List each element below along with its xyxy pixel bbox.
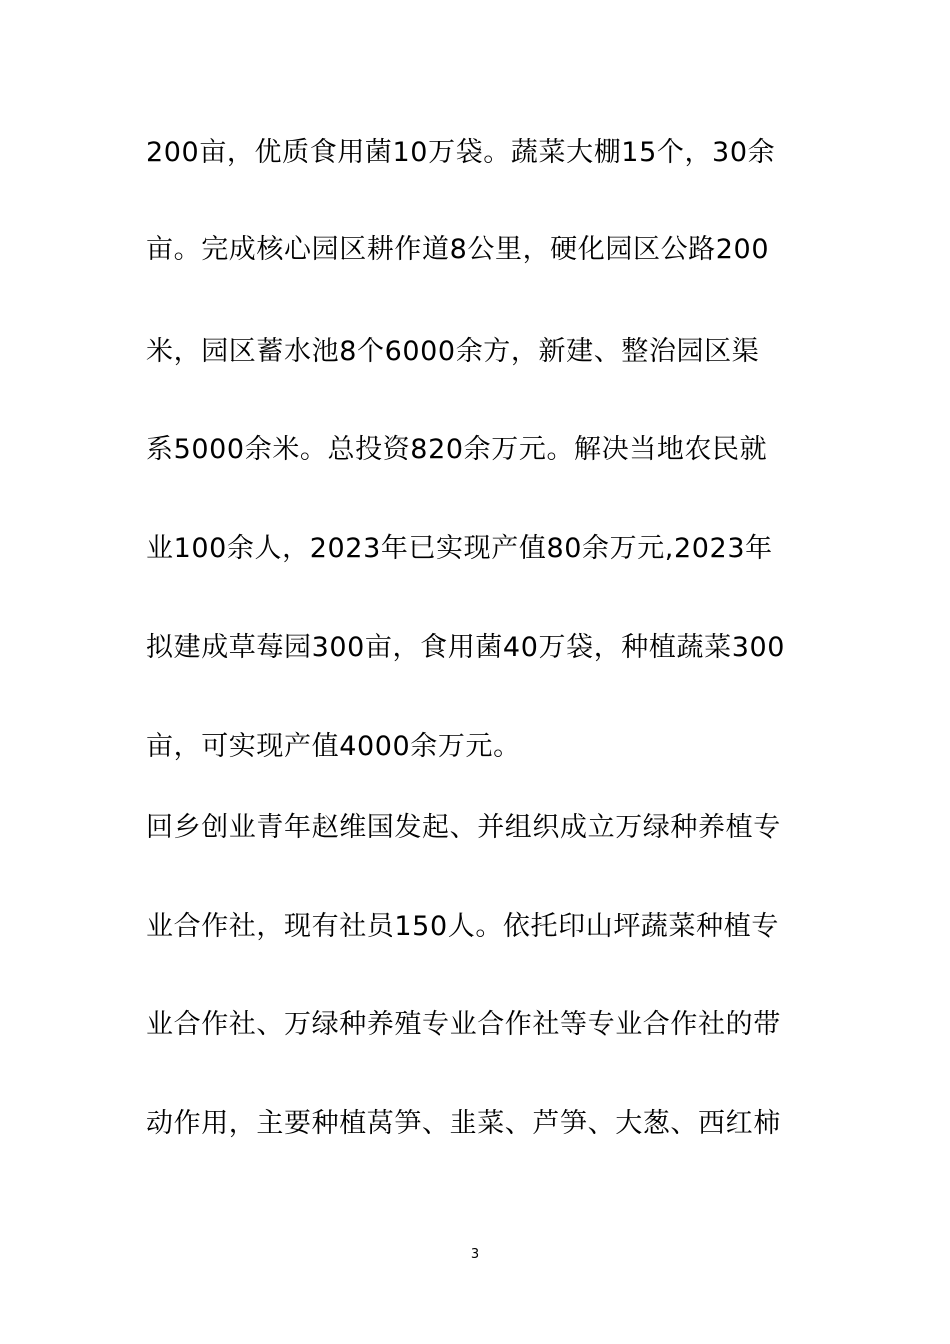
paragraph-2-line-1: 回乡创业青年赵维国发起、并组织成立万绿种养植专 bbox=[146, 812, 781, 843]
page-number: 3 bbox=[470, 1247, 480, 1262]
paragraph-1-line-2: 亩。完成核心园区耕作道8公里，硬化园区公路200 bbox=[146, 234, 770, 265]
paragraph-2-line-3: 业合作社、万绿种养殖专业合作社等专业合作社的带 bbox=[146, 1009, 781, 1040]
paragraph-2-line-4: 动作用，主要种植莴笋、韭菜、芦笋、大葱、西红柿 bbox=[146, 1108, 781, 1139]
paragraph-1-line-5: 业100余人，2023年已实现产值80余万元,2023年 bbox=[146, 533, 773, 564]
paragraph-1-line-3: 米，园区蓄水池8个6000余方，新建、整治园区渠 bbox=[146, 336, 760, 367]
paragraph-1-line-6: 拟建成草莓园300亩，食用菌40万袋，种植蔬菜300 bbox=[146, 632, 786, 663]
paragraph-1-line-4: 系5000余米。总投资820余万元。解决当地农民就 bbox=[146, 434, 768, 465]
paragraph-2-line-2: 业合作社，现有社员150人。依托印山坪蔬菜种植专 bbox=[146, 911, 779, 942]
paragraph-1-line-7: 亩，可实现产值4000余万元。 bbox=[146, 731, 521, 762]
paragraph-1-line-1: 200亩，优质食用菌10万袋。蔬菜大棚15个，30余 bbox=[146, 137, 776, 168]
